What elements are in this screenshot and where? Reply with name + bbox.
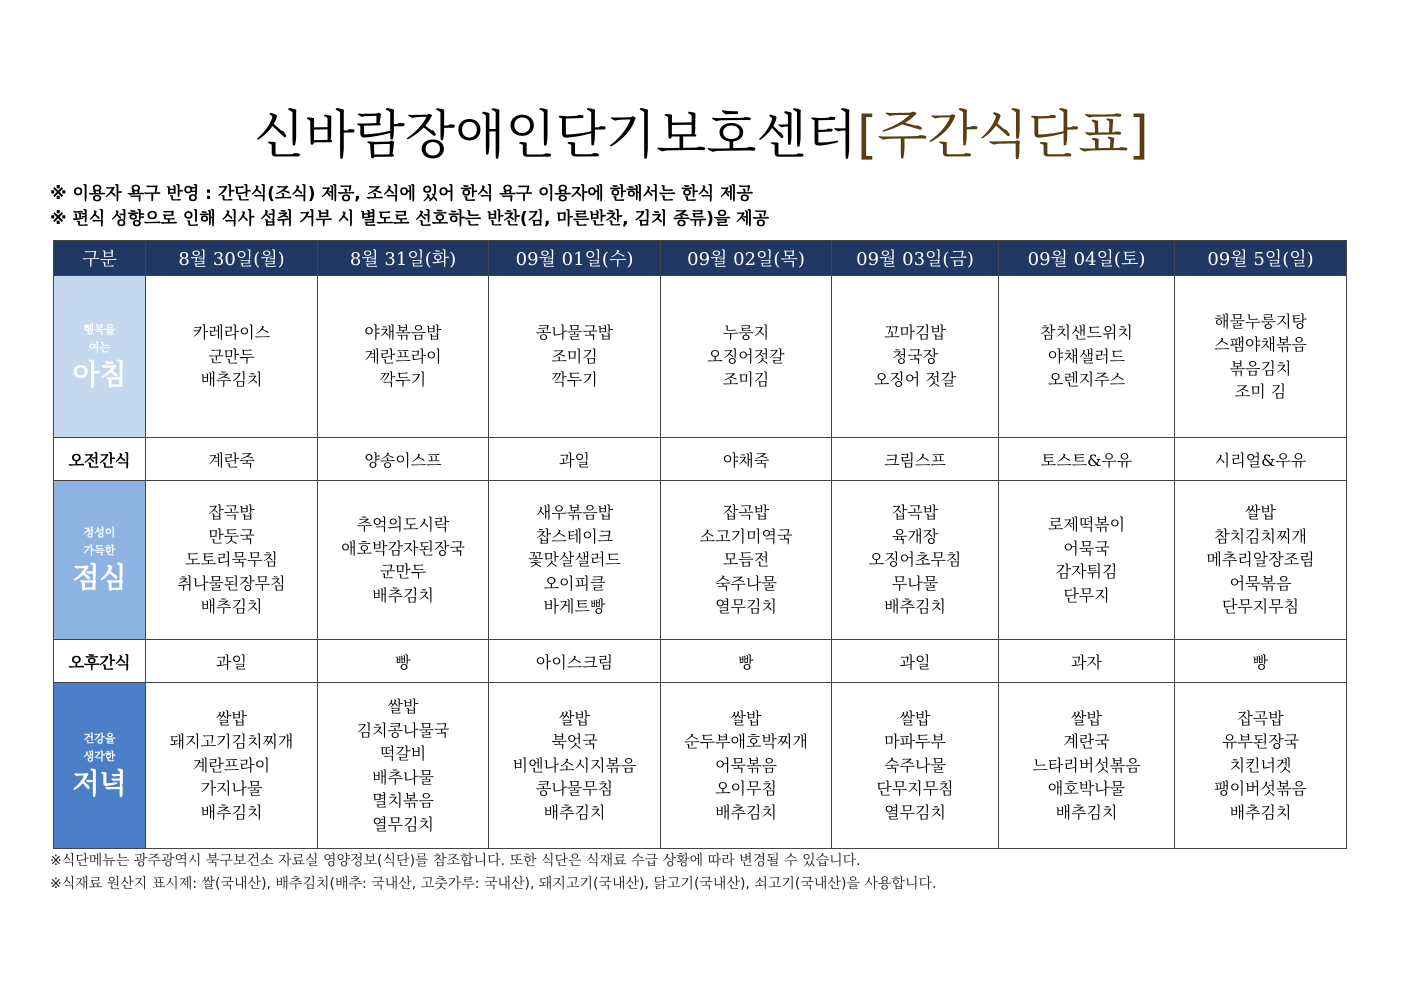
dinner-cell [832,683,999,849]
menu-item: 꼬마김밥 [884,323,946,343]
dinner-cell [999,683,1175,849]
menu-item: 무나물 [891,573,939,593]
menu-item: 계란프라이 [364,346,442,366]
breakfast-cell [661,276,832,438]
menu-item: 숙주나물 [884,755,946,775]
header-category: 구분 [54,241,146,276]
lunch-row [54,481,1347,640]
morning-snack-cell: 토스트&우유 [999,438,1175,481]
menu-item: 비엔나소시지볶음 [512,755,637,775]
title-sub: [주간식단표] [857,106,1149,166]
menu-item: 도토리묵무침 [185,550,278,570]
menu-item: 콩나물무침 [535,779,614,799]
breakfast-label [54,276,146,438]
morning-snack-cell: 과일 [489,438,661,481]
morning-snack-label: 오전간식 [54,438,146,481]
menu-item: 참치김치찌개 [1214,526,1307,546]
menu-item: 조미김 [722,370,770,390]
menu-item: 카레라이스 [192,323,271,343]
breakfast-cell [999,276,1175,438]
afternoon-snack-cell: 과일 [832,640,999,683]
header-day: 09월 5일(일) [1175,241,1347,276]
menu-item: 배추김치 [884,597,946,617]
footer-line: ※식재료 원산지 표시제: 쌀(국내산), 배추김치(배추: 국내산, 고춧가루: 국내산), 돼지고기(국내산), 닭고기(국내산), 쇠고기(국내산)을 사용합니다. [50,876,937,892]
menu-item: 오렌지주스 [1047,370,1126,390]
menu-item: 청국장 [891,346,939,366]
header-day: 09월 02일(목) [661,241,832,276]
menu-item: 김치콩나물국 [356,720,450,740]
label-big: 저녁 [72,766,127,800]
morning-snack-row [54,438,1347,481]
menu-item: 야채볶음밥 [364,323,442,343]
afternoon-snack-cell: 빵 [1175,640,1347,683]
menu-item: 참치샌드위치 [1040,323,1133,343]
breakfast-cell [1175,276,1347,438]
menu-item: 계란국 [1063,732,1110,752]
morning-snack-cell: 양송이스프 [318,438,489,481]
menu-item: 느타리버섯볶음 [1032,755,1141,775]
menu-item: 배추나물 [372,767,434,787]
menu-item: 멸치볶음 [372,791,434,810]
header-day: 09월 04일(토) [999,241,1175,276]
label-small: 행복을 [83,322,116,336]
menu-item: 어묵볶음 [715,755,777,775]
menu-item: 오징어초무침 [868,550,962,570]
menu-item: 콩나물국밥 [535,323,614,343]
dinner-row [54,683,1347,849]
menu-item: 배추김치 [1229,802,1292,822]
menu-item: 잡곡밥 [208,503,255,523]
label-small: 여는 [88,340,111,354]
breakfast-cell [832,276,999,438]
menu-item: 배추김치 [200,802,263,822]
menu-item: 쌀밥 [899,708,931,728]
breakfast-cell [489,276,661,438]
afternoon-snack-cell: 빵 [661,640,832,683]
header-day: 8월 31일(화) [318,241,489,276]
menu-item: 감자튀김 [1055,562,1118,581]
afternoon-snack-row [54,640,1347,683]
label-small: 정성이 [83,526,116,539]
lunch-cell [661,481,832,640]
menu-item: 육개장 [891,526,939,546]
menu-item: 쌀밥 [1245,503,1276,523]
menu-item: 추억의도시락 [356,515,450,534]
menu-item: 누룽지 [722,323,770,343]
dinner-cell [318,683,489,849]
menu-item: 새우볶음밥 [535,503,614,523]
morning-snack-cell: 시리얼&우유 [1175,438,1347,481]
menu-item: 치킨너겟 [1229,755,1292,775]
menu-item: 애호박감자된장국 [341,538,465,558]
menu-item: 스팸야채볶음 [1214,335,1307,354]
menu-item: 꽃맛살샐러드 [528,550,621,570]
footer-notes [50,850,936,896]
lunch-cell [146,481,318,640]
weekly-menu-table [53,240,1347,849]
breakfast-cell [146,276,318,438]
note-line: ※ 편식 성향으로 인해 식사 섭취 거부 시 별도로 선호하는 반찬(김, 마른반찬, 김치 종류)을 제공 [50,209,770,229]
menu-item: 오징어 젓갈 [873,370,957,390]
menu-item: 단무지무침 [876,779,954,799]
lunch-label [54,481,146,640]
lunch-cell [832,481,999,640]
note-line: ※ 이용자 욕구 반영 : 간단식(조식) 제공, 조식에 있어 한식 욕구 이용자에 한해서는 한식 제공 [50,184,753,204]
menu-item: 계란프라이 [192,755,271,775]
header-day: 09월 01일(수) [489,241,661,276]
menu-item: 조미 김 [1234,382,1287,401]
title-main: 신바람장애인단기보호센터 [254,106,858,166]
notes [50,182,769,232]
menu-item: 만둣국 [208,526,255,546]
menu-item: 북엇국 [551,732,598,752]
lunch-cell [999,481,1175,640]
dinner-cell [1175,683,1347,849]
menu-item: 배추김치 [1055,802,1118,822]
menu-item: 배추김치 [715,802,777,822]
footer-line: ※식단메뉴는 광주광역시 북구보건소 자료실 영양정보(식단)를 참조합니다. 또한 식단은 식재료 수급 상황에 따라 변경될 수 있습니다. [50,853,861,869]
menu-item: 쌀밥 [559,708,590,728]
menu-item: 어묵국 [1063,538,1110,558]
afternoon-snack-cell: 과일 [146,640,318,683]
menu-item: 배추김치 [200,597,263,617]
menu-item: 애호박나물 [1047,779,1126,799]
morning-snack-cell: 계란죽 [146,438,318,481]
label-big: 점심 [72,561,127,594]
menu-item: 쌀밥 [216,708,247,728]
menu-item: 깍두기 [551,370,598,390]
menu-item: 떡갈비 [379,744,427,763]
menu-item: 오징어젓갈 [707,346,785,366]
menu-item: 메추리알장조림 [1206,550,1315,570]
menu-item: 야채샐러드 [1047,346,1126,366]
menu-item: 열무김치 [715,597,777,617]
label-small: 건강을 [83,731,116,745]
menu-item: 돼지고기김치찌개 [169,732,294,752]
dinner-label [54,683,146,849]
label-small: 가득한 [83,544,116,557]
menu-item: 순두부애호박찌개 [684,732,808,752]
lunch-cell [318,481,489,640]
menu-item: 단무지 [1063,585,1110,605]
header-row [54,241,1347,276]
morning-snack-cell: 야채죽 [661,438,832,481]
menu-item: 숙주나물 [715,573,777,593]
menu-item: 가지나물 [200,779,263,799]
menu-item: 배추김치 [200,370,263,390]
label-big: 아침 [72,357,127,391]
menu-item: 팽이버섯볶음 [1214,779,1307,799]
menu-item: 유부된장국 [1221,732,1300,752]
menu-item: 군만두 [379,562,427,581]
afternoon-snack-cell: 빵 [318,640,489,683]
menu-item: 조미김 [551,346,598,366]
header-day: 09월 03일(금) [832,241,999,276]
lunch-cell [489,481,661,640]
morning-snack-cell: 크림스프 [832,438,999,481]
afternoon-snack-cell: 아이스크림 [489,640,661,683]
menu-item: 볶음김치 [1229,358,1292,378]
label-small: 생각한 [83,749,116,763]
dinner-cell [146,683,318,849]
menu-item: 깍두기 [379,370,427,390]
menu-item: 취나물된장무침 [177,573,286,593]
menu-item: 바게트빵 [543,597,606,617]
breakfast-cell [318,276,489,438]
breakfast-row [54,276,1347,438]
menu-item: 군만두 [208,346,255,366]
menu-item: 열무김치 [372,814,434,834]
menu-item: 오이무침 [715,779,777,799]
menu-item: 잡곡밥 [722,503,770,523]
menu-item: 소고기미역국 [699,526,793,546]
menu-item: 쌀밥 [387,697,419,716]
menu-item: 모듬전 [722,550,770,570]
menu-item: 열무김치 [884,802,946,822]
menu-item: 해물누룽지탕 [1214,311,1307,331]
menu-item: 어묵볶음 [1229,573,1292,593]
menu-item: 찹스테이크 [535,526,614,546]
menu-item: 배추김치 [543,802,606,822]
dinner-cell [661,683,832,849]
afternoon-snack-label: 오후간식 [54,640,146,683]
menu-item: 마파두부 [884,732,946,752]
menu-item: 잡곡밥 [1237,708,1284,728]
afternoon-snack-cell: 과자 [999,640,1175,683]
header-day: 8월 30일(월) [146,241,318,276]
menu-item: 쌀밥 [1071,708,1102,728]
menu-item: 단무지무침 [1221,597,1300,617]
menu-item: 오이피클 [543,573,606,593]
lunch-cell [1175,481,1347,640]
menu-item: 쌀밥 [730,708,762,728]
menu-item: 잡곡밥 [891,503,939,523]
menu-item: 로제떡볶이 [1047,515,1126,534]
menu-item: 배추김치 [372,585,434,605]
dinner-cell [489,683,661,849]
page-title [0,96,1403,176]
